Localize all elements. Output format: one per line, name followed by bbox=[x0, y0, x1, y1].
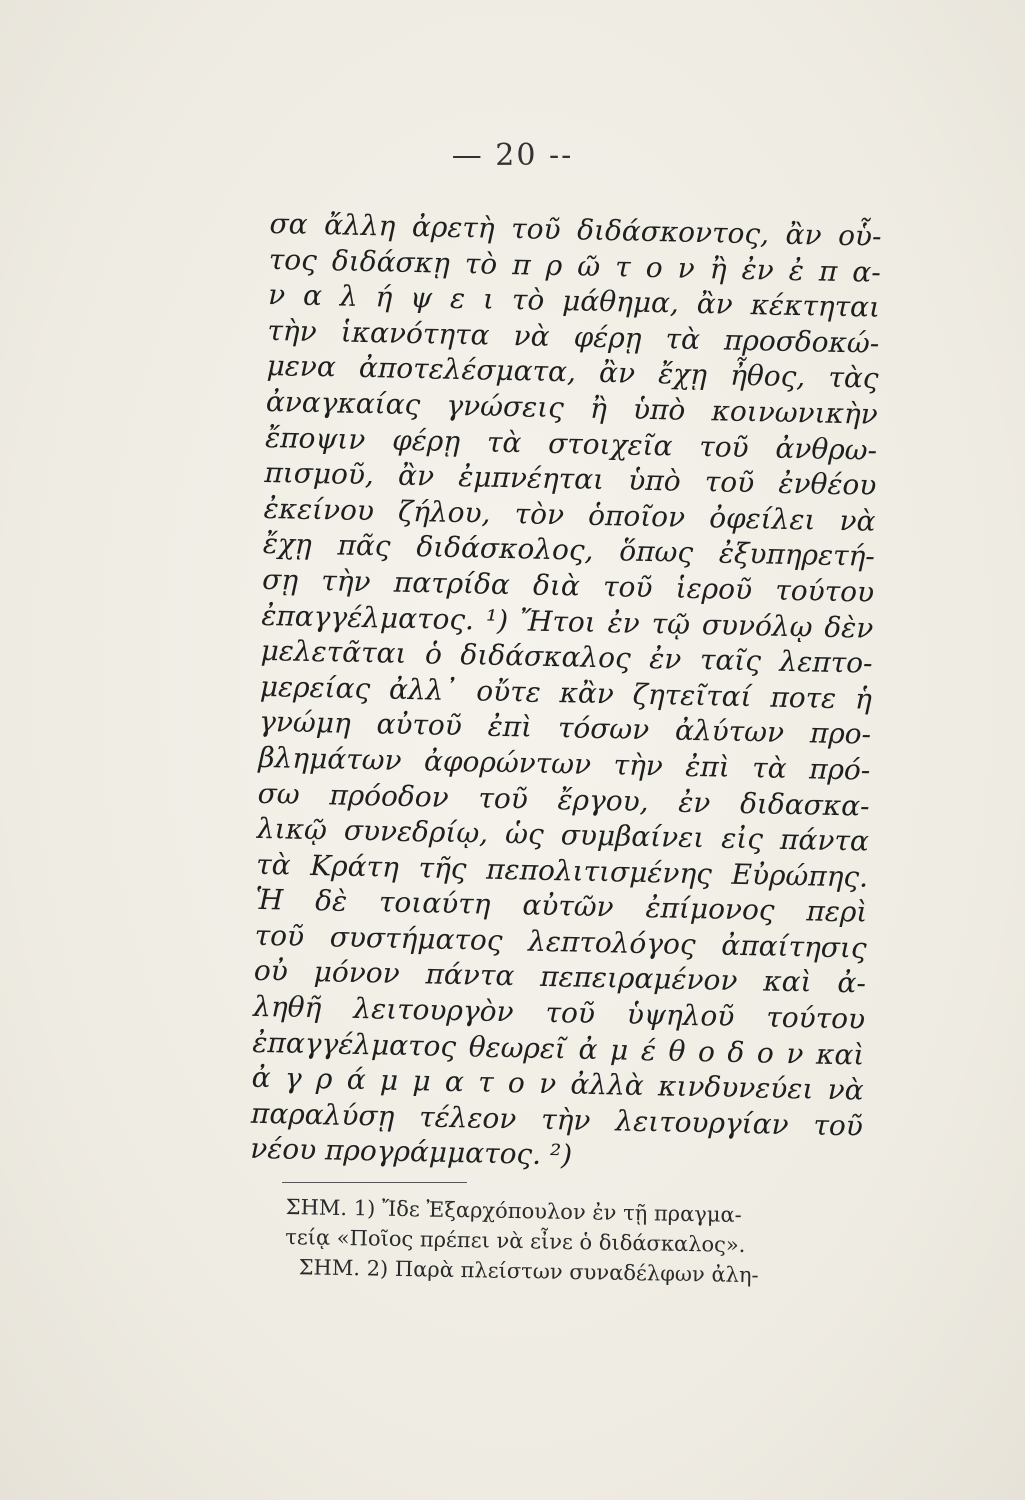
text-line: παραλύσῃ τέλεον τὴν λειτουργίαν τοῦ bbox=[250, 1096, 864, 1143]
page-number: — 20 -- bbox=[451, 138, 574, 173]
text-line: μενα ἀποτελέσματα, ἂν ἔχῃ ἦθος, τὰς bbox=[266, 349, 879, 396]
text-line: γνώμη αὐτοῦ ἐπὶ τόσων ἀλύτων προ- bbox=[258, 705, 872, 752]
text-line: μερείας ἀλλ᾽ οὔτε κἂν ζητεῖταί ποτε ἡ bbox=[259, 669, 873, 716]
text-line: ἐκείνου ζήλου, τὸν ὁποῖον ὀφείλει νὰ bbox=[263, 491, 876, 538]
text-line: ν α λ ή ψ ε ι τὸ μάθημα, ἂν κέκτηται bbox=[267, 278, 881, 324]
text-line: οὐ μόνον πάντα πεπειραμένον καὶ ἀ- bbox=[253, 954, 867, 1001]
footnotes bbox=[284, 1192, 870, 1292]
text-line: ἐπαγγέλματος θεωρεῖ ἀ μ έ θ ο δ ο ν καὶ bbox=[252, 1025, 865, 1072]
text-line: τοῦ συστήματος λεπτολόγος ἀπαίτησις bbox=[254, 918, 867, 965]
text-line: τος διδάσκῃ τὸ π ρ ῶ τ ο ν ἢ ἐν ἐ π α- bbox=[268, 242, 882, 289]
text-line: λικῷ συνεδρίῳ, ὡς συμβαίνει εἰς πάντα bbox=[256, 811, 870, 858]
text-line: σῃ τὴν πατρίδα διὰ τοῦ ἱεροῦ τούτου bbox=[261, 562, 875, 609]
footnote-divider bbox=[282, 1182, 467, 1183]
footnote-line: τείᾳ «Ποῖος πρέπει νὰ εἶνε ὁ διδάσκαλος». bbox=[285, 1224, 746, 1258]
text-line: τὴν ἱκανότητα νὰ φέρῃ τὰ προσδοκώ- bbox=[267, 313, 880, 360]
text-line: μελετᾶται ὁ διδάσκαλος ἐν ταῖς λεπτο- bbox=[260, 634, 873, 680]
footnote-line: ΣΗΜ. 2) Παρὰ πλείστων συναδέλφων ἀλη- bbox=[298, 1255, 759, 1288]
text-line: σα ἄλλη ἀρετὴ τοῦ διδάσκοντος, ἂν οὗ- bbox=[269, 206, 882, 253]
text-line: νέου προγράμματος. ²) bbox=[249, 1132, 573, 1172]
text-line: Ἡ δὲ τοιαύτη αὐτῶν ἐπίμονος περὶ bbox=[255, 883, 868, 929]
text-line: τὰ Κράτη τῆς πεπολιτισμένης Εὐρώπης. bbox=[255, 847, 869, 894]
text-line: βλημάτων ἀφορώντων τὴν ἐπὶ τὰ πρό- bbox=[258, 740, 871, 787]
text-line: ἔχῃ πᾶς διδάσκολος, ὅπως ἐξυπηρετή- bbox=[262, 527, 876, 574]
text-line: ληθῆ λειτουργὸν τοῦ ὑψηλοῦ τούτου bbox=[252, 989, 866, 1036]
text-line: πισμοῦ, ἂν ἐμπνέηται ὑπὸ τοῦ ἐνθέου bbox=[264, 456, 877, 502]
text-line: ἔποψιν φέρῃ τὰ στοιχεῖα τοῦ ἀνθρω- bbox=[264, 420, 878, 467]
text-line: ἀ γ ρ ά μ μ α τ ο ν ἀλλὰ κινδυνεύει νὰ bbox=[251, 1061, 864, 1107]
footnote-line: ΣΗΜ. 1) Ἴδε Ἐξαρχόπουλον ἐν τῇ πραγμα- bbox=[285, 1194, 742, 1227]
text-line: ἐπαγγέλματος. ¹) Ἤτοι ἐν τῷ συνόλῳ δὲν bbox=[261, 598, 874, 645]
text-line: ἀναγκαίας γνώσεις ἢ ὑπὸ κοινωνικὴν bbox=[265, 384, 879, 431]
body-text bbox=[250, 206, 882, 1180]
text-line: σω πρόοδον τοῦ ἔργου, ἐν διδασκα- bbox=[257, 776, 870, 823]
